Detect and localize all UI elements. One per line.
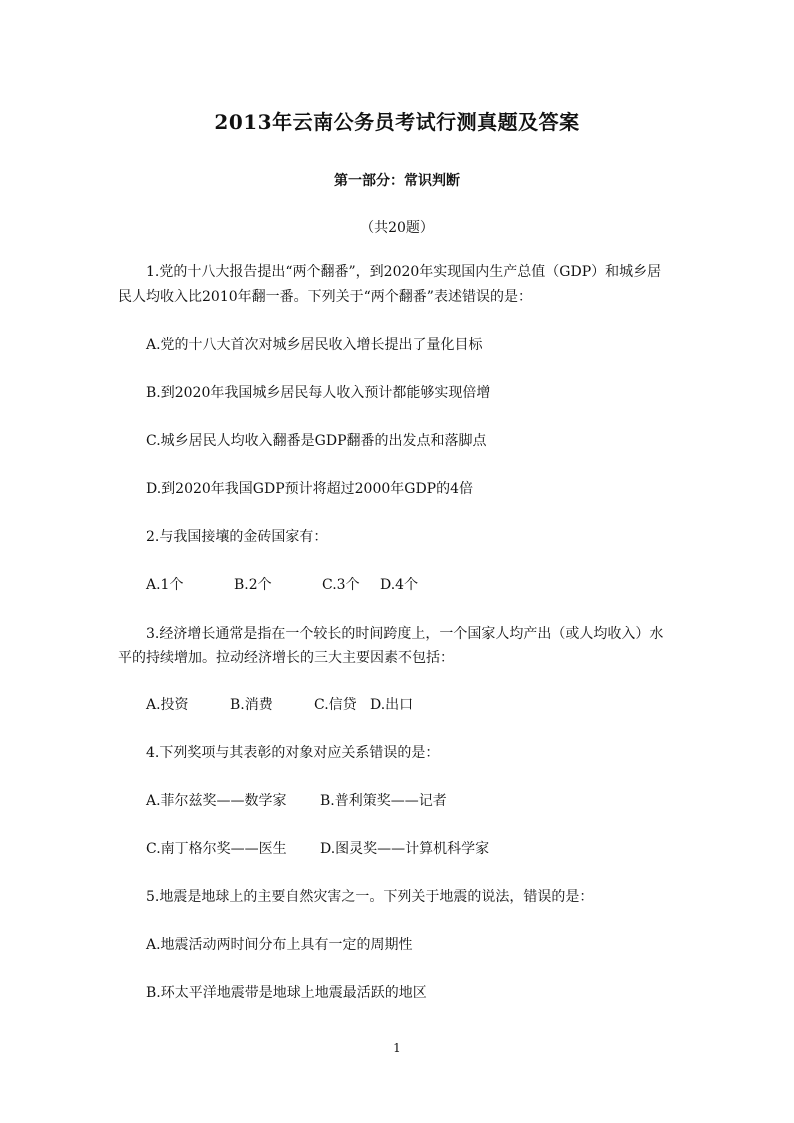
question-1-option-b: B.到2020年我国城乡居民每人收入预计都能够实现倍增 bbox=[146, 385, 491, 401]
question-2-option-d: D.4个 bbox=[380, 577, 419, 593]
question-1-option-a: A.党的十八大首次对城乡居民收入增长提出了量化目标 bbox=[146, 337, 483, 353]
question-3-option-a: A.投资 bbox=[146, 697, 189, 713]
question-2-options bbox=[146, 573, 688, 597]
question-3-option-b: B.消费 bbox=[230, 697, 273, 713]
question-3-option-c: C.信贷 bbox=[314, 697, 357, 713]
section-heading: 第一部分：常识判断 bbox=[334, 173, 460, 189]
question-4-option-c: C.南丁格尔奖——医生 bbox=[146, 841, 287, 857]
question-4-options-row1 bbox=[146, 789, 688, 813]
question-5-option-b: B.环太平洋地震带是地球上地震最活跃的地区 bbox=[146, 985, 427, 1001]
question-4-option-a: A.菲尔兹奖——数学家 bbox=[146, 793, 287, 809]
question-1-stem-line1: 1.党的十八大报告提出“两个翻番”，到2020年实现国内生产总值（GDP）和城乡居 bbox=[146, 264, 662, 280]
question-1-stem-line2: 民人均收入比2010年翻一番。下列关于“两个翻番”表述错误的是： bbox=[118, 289, 532, 305]
question-2-stem: 2.与我国接壤的金砖国家有： bbox=[146, 529, 328, 545]
question-1-option-c: C.城乡居民人均收入翻番是GDP翻番的出发点和落脚点 bbox=[146, 433, 487, 449]
question-1-option-d: D.到2020年我国GDP预计将超过2000年GDP的4倍 bbox=[146, 481, 473, 497]
question-3-option-d: D.出口 bbox=[370, 697, 414, 713]
question-4-options-row2 bbox=[146, 837, 688, 861]
question-2-option-a: A.1个 bbox=[146, 577, 184, 593]
question-4-option-b: B.普利策奖——记者 bbox=[320, 793, 447, 809]
question-3-stem-line1: 3.经济增长通常是指在一个较长的时间跨度上，一个国家人均产出（或人均收入）水 bbox=[146, 626, 664, 642]
page-number: 1 bbox=[393, 1041, 401, 1055]
question-5-option-a: A.地震活动两时间分布上具有一定的周期性 bbox=[146, 937, 413, 953]
question-4-stem: 4.下列奖项与其表彰的对象对应关系错误的是： bbox=[146, 745, 440, 761]
question-3-options bbox=[146, 693, 688, 717]
question-count: （共20题） bbox=[360, 220, 434, 236]
question-5-stem: 5.地震是地球上的主要自然灾害之一。下列关于地震的说法，错误的是： bbox=[146, 889, 594, 905]
question-2-option-c: C.3个 bbox=[322, 577, 360, 593]
question-4-option-d: D.图灵奖——计算机科学家 bbox=[320, 841, 490, 857]
document-title: 2013年云南公务员考试行测真题及答案 bbox=[214, 110, 580, 134]
question-3-stem-line2: 平的持续增加。拉动经济增长的三大主要因素不包括： bbox=[118, 650, 454, 666]
question-2-option-b: B.2个 bbox=[234, 577, 272, 593]
